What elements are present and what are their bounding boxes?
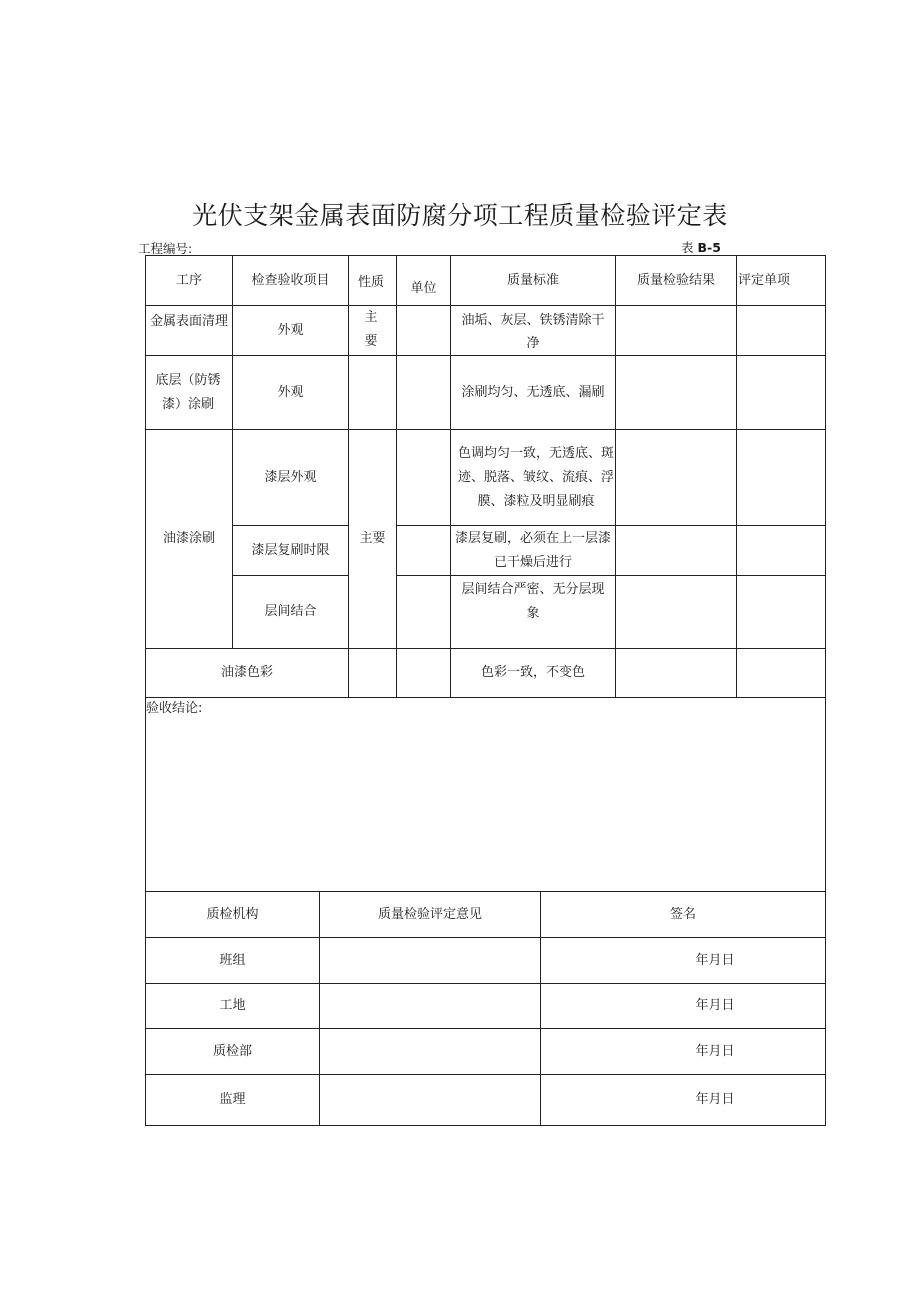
sig-row-org: 工地 — [219, 998, 246, 1013]
header-unit: 单位 — [410, 281, 437, 296]
sig-row-org: 监理 — [219, 1092, 246, 1107]
sig-row-date: 年月日 — [695, 1092, 735, 1107]
row3-item: 漆层外观 — [264, 469, 317, 485]
table-number-prefix: 表 — [681, 240, 694, 255]
row4-standard: 漆层复刷，必须在上一层漆已干燥后进行 — [454, 531, 611, 570]
row2-standard: 涂刷均匀、无透底、漏刷 — [461, 384, 605, 400]
sig-header-org: 质检机构 — [206, 906, 259, 922]
row1-nature: 主要 — [364, 310, 378, 349]
sig-header-sign: 签名 — [669, 906, 696, 922]
row1-item: 外观 — [277, 322, 304, 338]
table-number-value: B-5 — [697, 240, 721, 255]
row2-item: 外观 — [277, 384, 304, 400]
sig-row-date: 年月日 — [695, 998, 735, 1013]
row3-nature: 主要 — [359, 531, 386, 546]
row6-process: 油漆色彩 — [220, 665, 273, 680]
sig-header-opinion: 质量检验评定意见 — [377, 906, 482, 922]
row5-standard: 层间结合严密、无分层现象 — [461, 582, 605, 621]
header-nature: 性质 — [358, 274, 385, 290]
header-rating: 评定单项 — [738, 272, 791, 288]
row1-standard: 油垢、灰层、铁锈清除干净 — [461, 313, 605, 351]
sig-row-org: 质检部 — [212, 1043, 252, 1059]
document-title: 光伏支架金属表面防腐分项工程质量检验评定表 — [192, 201, 728, 230]
row2-process: 底层（防锈漆）涂刷 — [155, 372, 221, 412]
row1-process: 金属表面清理 — [149, 314, 228, 329]
header-result: 质量检验结果 — [636, 272, 715, 288]
row3-process: 油漆涂刷 — [162, 531, 215, 546]
sig-row-date: 年月日 — [695, 1043, 735, 1059]
conclusion-label: 验收结论: — [146, 701, 203, 716]
header-process: 工序 — [175, 272, 202, 288]
header-check-item: 检查验收项目 — [251, 272, 330, 288]
sig-row-org: 班组 — [219, 952, 246, 968]
row6-standard: 色彩一致，不变色 — [480, 665, 585, 680]
project-number-label: 工程编号: — [138, 241, 193, 256]
row4-item: 漆层复刷时限 — [251, 542, 330, 558]
row5-item: 层间结合 — [264, 604, 317, 619]
header-standard: 质量标准 — [506, 272, 559, 288]
row3-standard: 色调均匀一致，无透底、斑迹、脱落、皱纹、流痕、浮膜、漆粒及明显刷痕 — [458, 446, 615, 509]
sig-row-date: 年月日 — [695, 952, 735, 968]
